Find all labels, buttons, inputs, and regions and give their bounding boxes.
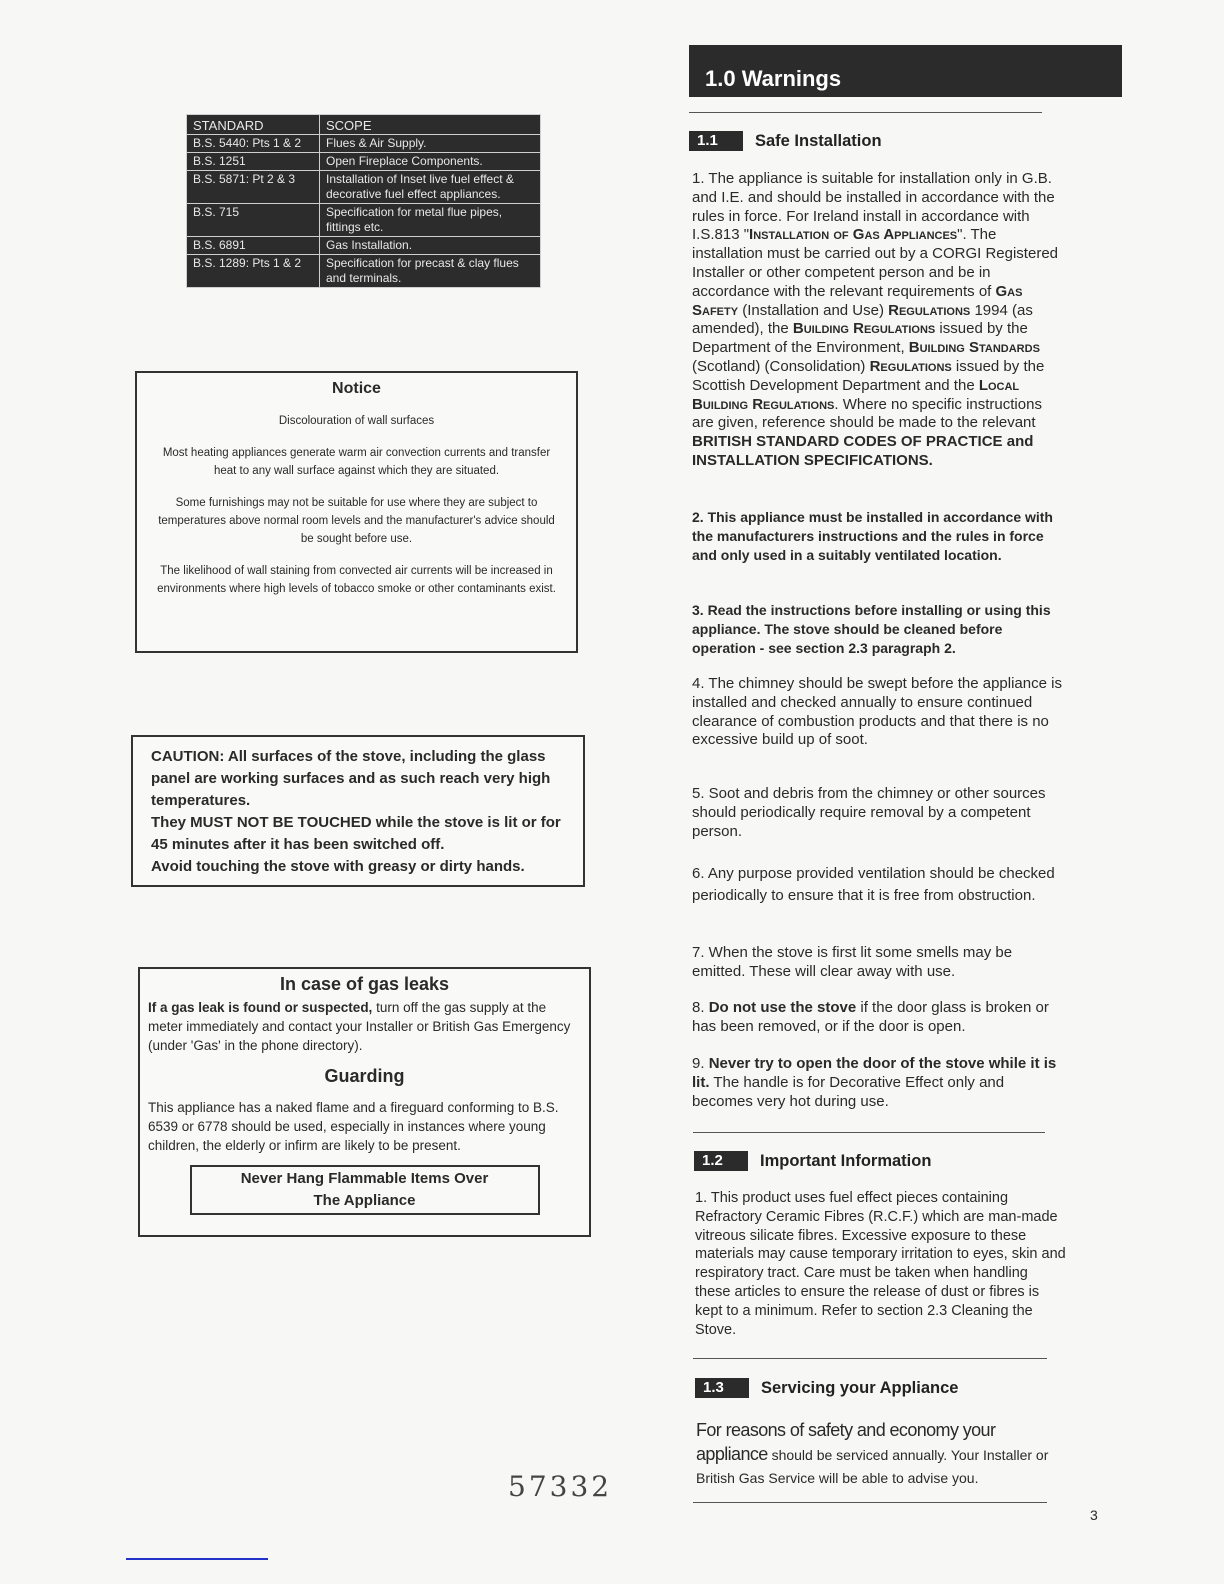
caution-line-1: CAUTION: All surfaces of the stove, including the glass panel are working surfaces and as such reach very high temperatures. bbox=[151, 748, 551, 809]
safe-installation-paragraph-8 bbox=[692, 999, 1064, 1037]
guarding-text: This appliance has a naked flame and a fireguard conforming to B.S. 6539 or 6778 should be used, especially in instances where young children, the elderly or infirm are likely to be present. bbox=[148, 1100, 559, 1153]
notice-title: Notice bbox=[332, 380, 381, 397]
safe-installation-paragraph-7: 7. When the stove is first lit some smells may be emitted. These will clear away with use. bbox=[692, 944, 1013, 980]
table-cell: Open Fireplace Components. bbox=[320, 153, 541, 171]
warnings-section-header: 1.0 Warnings bbox=[689, 45, 1122, 97]
important-information-paragraph: 1. This product uses fuel effect pieces containing Refractory Ceramic Fibres (R.C.F.) which are man-made vitreous silicate fibres. Excessive exposure to these materials may cause temporary irritation to eyes, skin and respiratory tract. Care must be taken when handling these articles to ensure the release of dust or fibres is kept to a minimum. Refer to section 2.3 Cleaning the Stove. bbox=[695, 1190, 1066, 1338]
document-stamp-number: 57332 bbox=[508, 1470, 613, 1503]
table-row bbox=[187, 171, 541, 204]
table-cell: Installation of Inset live fuel effect & decorative fuel effect appliances. bbox=[320, 171, 541, 204]
text-run: . Where no specific instructions are given, reference should be made to the relevant bbox=[692, 395, 1042, 432]
text-run: Regulations bbox=[869, 357, 952, 375]
table-cell: Flues & Air Supply. bbox=[320, 135, 541, 153]
servicing-paragraph bbox=[696, 1419, 1068, 1490]
text-run: Never try to open the door of the stove while it is lit. bbox=[692, 1055, 1057, 1091]
section-number-badge: 1.2 bbox=[694, 1151, 748, 1171]
notice-paragraph-3: The likelihood of wall staining from convected air currents will be increased in environments where high levels of tobacco smoke or other contaminants exist. bbox=[157, 565, 556, 595]
gas-leaks-text bbox=[148, 998, 581, 1055]
table-cell: Specification for precast & clay flues and terminals. bbox=[320, 255, 541, 288]
text-run: 8. bbox=[692, 999, 709, 1016]
text-run: Building Regulations bbox=[792, 320, 936, 338]
text-run: Gas Safety bbox=[692, 282, 1023, 319]
notice-paragraph-2: Some furnishings may not be suitable for use where they are subject to temperatures above normal room levels and the manufacturer's advice should be sought before use. bbox=[158, 497, 555, 545]
text-run: 9. bbox=[692, 1055, 709, 1072]
section-title: Safe Installation bbox=[755, 132, 882, 150]
caution-box bbox=[131, 735, 585, 887]
table-header-row bbox=[187, 115, 541, 135]
section-1-3-heading bbox=[695, 1378, 958, 1398]
text-run: ". The installation must be carried out by a CORGI Registered Installer or other competent person and be in accordance with the relevant requirements of bbox=[692, 226, 1058, 300]
safe-installation-paragraph-9 bbox=[692, 1055, 1064, 1111]
safe-installation-paragraph-2: 2. This appliance must be installed in accordance with the manufacturers instructions and the rules in force and only used in a suitably ventilated location. bbox=[692, 509, 1053, 563]
text-run: Installation of Gas Appliances bbox=[749, 226, 958, 244]
text-run: 1994 (as amended), the bbox=[692, 301, 1033, 338]
section-title: Important Information bbox=[760, 1152, 932, 1170]
page-number: 3 bbox=[1090, 1507, 1098, 1523]
caution-line-2: They MUST NOT BE TOUCHED while the stove is lit or for 45 minutes after it has been switched off. bbox=[151, 814, 561, 853]
blue-underline-mark bbox=[126, 1558, 268, 1560]
text-run: (Scotland) (Consolidation) bbox=[692, 357, 870, 375]
section-1-2-heading bbox=[694, 1151, 931, 1171]
text-run: (Installation and Use) bbox=[738, 301, 889, 319]
text-run: if the door glass is broken or has been removed, or if the door is open. bbox=[692, 999, 1049, 1035]
guarding-title: Guarding bbox=[324, 1066, 405, 1086]
text-run: Local Building Regulations bbox=[692, 376, 1020, 413]
notice-box bbox=[135, 371, 578, 653]
section-number-badge: 1.1 bbox=[689, 131, 743, 151]
text-run: For reasons of safety and economy your appliance bbox=[696, 1420, 996, 1464]
text-run: should be serviced annually. Your Installer or British Gas Service will be able to advise you. bbox=[696, 1447, 1049, 1486]
never-hang-line-2: The Appliance bbox=[313, 1192, 416, 1209]
table-cell: B.S. 1251 bbox=[187, 153, 320, 171]
safe-installation-paragraph-1 bbox=[692, 170, 1064, 471]
divider bbox=[693, 1502, 1047, 1503]
table-row bbox=[187, 135, 541, 153]
notice-paragraph-1: Most heating appliances generate warm air convection currents and transfer heat to any wall surface against which they are situated. bbox=[162, 447, 551, 477]
table-cell: B.S. 6891 bbox=[187, 237, 320, 255]
table-cell: B.S. 715 bbox=[187, 204, 320, 237]
safe-installation-paragraph-3: 3. Read the instructions before installing or using this appliance. The stove should be cleaned before operation - see section 2.3 paragraph 2. bbox=[692, 602, 1051, 656]
table-cell: B.S. 1289: Pts 1 & 2 bbox=[187, 255, 320, 288]
text-run: The handle is for Decorative Effect only and becomes very hot during use. bbox=[692, 1073, 1005, 1110]
section-1-1-heading bbox=[689, 131, 882, 151]
safe-installation-paragraph-6: 6. Any purpose provided ventilation should be checked periodically to ensure that it is free from obstruction. bbox=[692, 865, 1055, 904]
gas-leaks-title: In case of gas leaks bbox=[279, 974, 450, 994]
text-run: 1. The appliance is suitable for installation only in G.B. and I.E. and should be installed in accordance with the rules in force. For Ireland install in accordance with I.S.813 " bbox=[692, 170, 1055, 244]
table-row bbox=[187, 204, 541, 237]
table-cell: B.S. 5871: Pt 2 & 3 bbox=[187, 171, 320, 204]
never-hang-line-1: Never Hang Flammable Items Over bbox=[240, 1170, 489, 1187]
divider bbox=[689, 112, 1042, 113]
text-run: issued by the Scottish Development Department and the bbox=[692, 357, 1045, 394]
safe-installation-paragraph-5: 5. Soot and debris from the chimney or other sources should periodically require removal by a competent person. bbox=[692, 785, 1046, 840]
gas-leaks-box bbox=[138, 967, 591, 1237]
notice-subtitle: Discolouration of wall surfaces bbox=[278, 415, 435, 427]
standards-table bbox=[186, 114, 541, 288]
text-run: BRITISH STANDARD CODES OF PRACTICE and INSTALLATION SPECIFICATIONS. bbox=[692, 433, 1034, 469]
divider bbox=[693, 1358, 1047, 1359]
section-title: Servicing your Appliance bbox=[761, 1379, 959, 1397]
divider bbox=[693, 1132, 1045, 1133]
table-header-scope: SCOPE bbox=[320, 115, 541, 135]
table-header-standard: STANDARD bbox=[187, 115, 320, 135]
gas-leaks-bold-lead: If a gas leak is found or suspected, bbox=[148, 1000, 373, 1015]
text-run: Building Standards bbox=[908, 339, 1040, 357]
text-run: Regulations bbox=[888, 301, 971, 319]
table-cell: Gas Installation. bbox=[320, 237, 541, 255]
safe-installation-paragraph-4: 4. The chimney should be swept before the appliance is installed and checked annually to ensure continued clearance of combustion products and that there is no excessive build up of soot. bbox=[692, 675, 1062, 749]
text-run: Do not use the stove bbox=[708, 999, 857, 1016]
section-number-badge: 1.3 bbox=[695, 1378, 749, 1398]
table-row bbox=[187, 153, 541, 171]
text-run: issued by the Department of the Environment, bbox=[692, 320, 1028, 357]
table-row bbox=[187, 255, 541, 288]
table-cell: B.S. 5440: Pts 1 & 2 bbox=[187, 135, 320, 153]
caution-line-3: Avoid touching the stove with greasy or dirty hands. bbox=[151, 858, 525, 875]
gas-leaks-body: turn off the gas supply at the meter immediately and contact your Installer or British Gas Emergency (under 'Gas' in the phone directory). bbox=[148, 1000, 571, 1053]
table-cell: Specification for metal flue pipes, fittings etc. bbox=[320, 204, 541, 237]
never-hang-warning bbox=[190, 1165, 540, 1215]
table-row bbox=[187, 237, 541, 255]
